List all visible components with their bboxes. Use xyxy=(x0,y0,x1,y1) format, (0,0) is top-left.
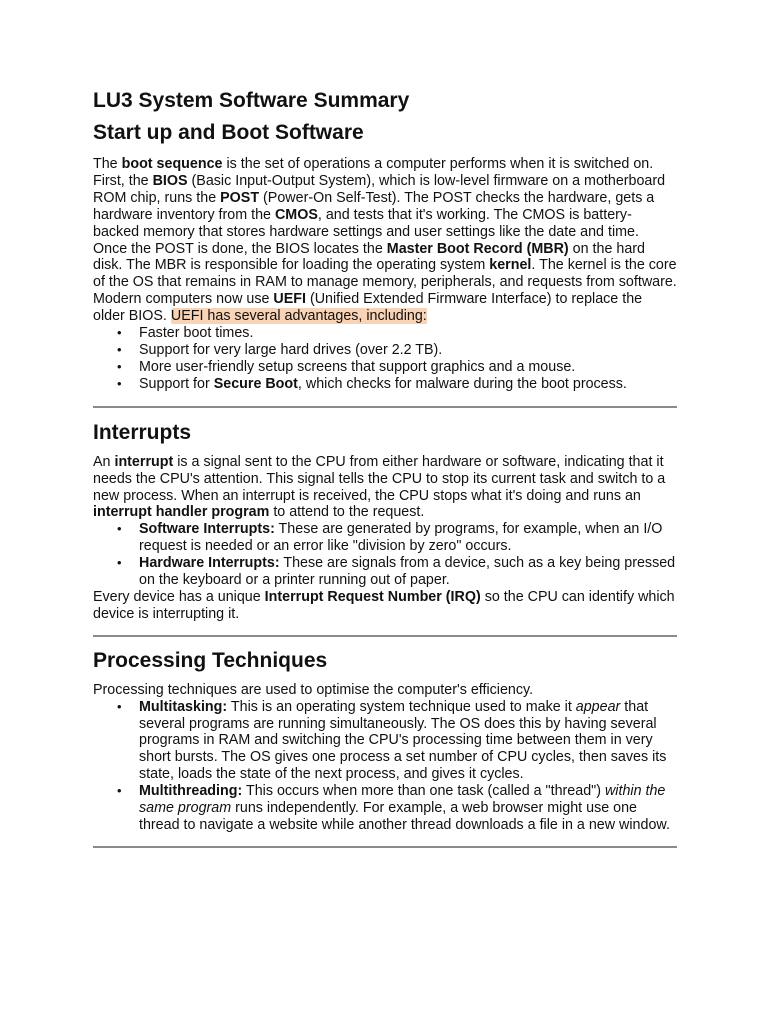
uefi-advantages-list xyxy=(93,325,677,393)
paragraph-bios: First, the BIOS (Basic Input-Output System), which is low-level firmware on a motherboard ROM chip, runs the POST (Power-On Self-Test). The POST checks the hardware, gets a hardware inventory from the CMOS, and tests that it's working. The CMOS is battery-backed memory that stores hardware settings and user settings like the date and time. xyxy=(93,172,666,240)
section-heading-boot: Start up and Boot Software xyxy=(93,121,364,144)
list-item: • Hardware Interrupts: These are signals from a device, such as a key being pressed on the keyboard or a printer running out of paper. xyxy=(139,555,677,589)
list-item: • Software Interrupts: These are generated by programs, for example, when an I/O request is needed or an error like "division by zero" occurs. xyxy=(139,521,677,555)
interrupt-types-list xyxy=(93,521,677,589)
list-item: • Multithreading: This occurs when more than one task (called a "thread") within the same program runs independently. For example, a web browser might use one thread to navigate a website while another thread downloads a file in a new window. xyxy=(139,783,677,834)
list-item: • Support for very large hard drives (over 2.2 TB). xyxy=(139,342,677,359)
processing-techniques-list xyxy=(93,699,677,834)
list-item: • More user-friendly setup screens that support graphics and a mouse. xyxy=(139,359,677,376)
list-item: • Faster boot times. xyxy=(139,325,677,342)
document-page xyxy=(93,88,677,848)
list-item: • Support for Secure Boot, which checks for malware during the boot process. xyxy=(139,376,677,393)
section-heading-interrupts: Interrupts xyxy=(93,420,192,444)
paragraph-irq: Every device has a unique Interrupt Request Number (IRQ) so the CPU can identify which device is interrupting it. xyxy=(93,588,675,622)
highlighted-text: UEFI has several advantages, including: xyxy=(170,308,427,325)
paragraph-boot-sequence: The boot sequence is the set of operations a computer performs when it is switched on. xyxy=(93,156,654,172)
paragraph-mbr: Once the POST is done, the BIOS locates the Master Boot Record (MBR) on the hard disk. The MBR is responsible for loading the operating system kernel. The kernel is the core of the OS that remains in RAM to manage memory, peripherals, and requests from software. xyxy=(93,240,677,291)
section-heading-processing: Processing Techniques xyxy=(93,648,328,672)
section-divider xyxy=(93,846,677,848)
paragraph-uefi: Modern computers now use UEFI (Unified Extended Firmware Interface) to replace the older BIOS. UEFI has several advantages, including: xyxy=(93,291,643,325)
paragraph-processing: Processing techniques are used to optimise the computer's efficiency. xyxy=(93,681,534,698)
document-title: LU3 System Software Summary xyxy=(93,89,410,112)
paragraph-interrupt: An interrupt is a signal sent to the CPU from either hardware or software, indicating that it needs the CPU's attention. This signal tells the CPU to stop its current task and switch to a new process. When an interrupt is received, the CPU stops what it's doing and runs an interrupt handler program to attend to the request. xyxy=(93,453,666,521)
list-item: • Multitasking: This is an operating system technique used to make it appear that several programs are running simultaneously. The OS does this by having several programs in RAM and switching the CPU's processing time between them in very short bursts. The OS gives one process a set number of CPU cycles, then saves its state, loads the state of the next process, and gives it cycles. xyxy=(139,699,677,784)
